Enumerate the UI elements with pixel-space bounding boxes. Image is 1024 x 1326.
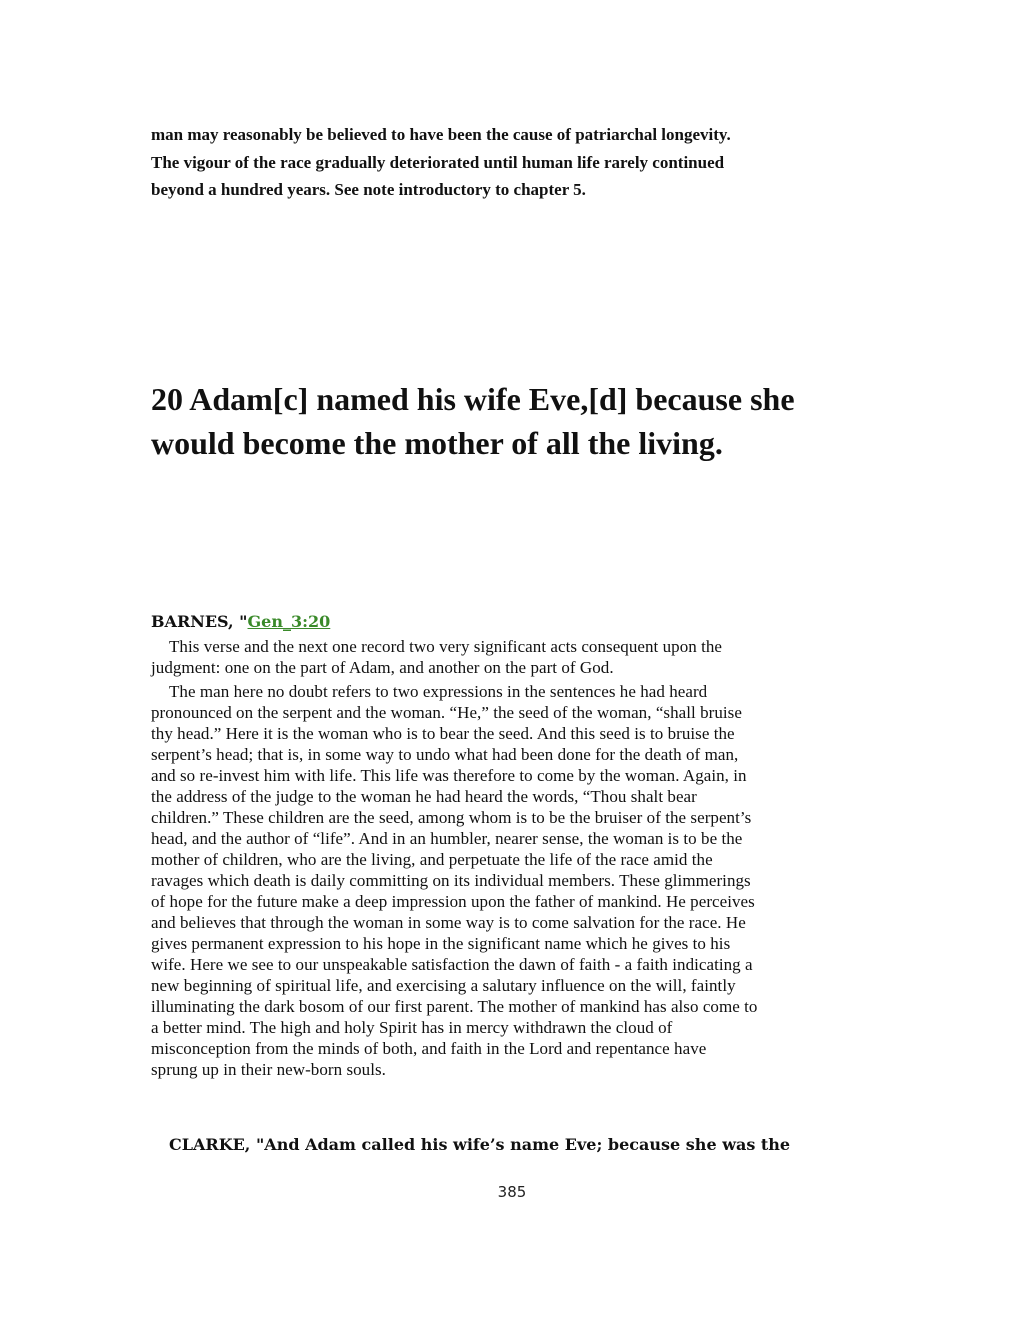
commentary-line: wife. Here we see to our unspeakable satisfaction the dawn of faith - a faith indicating a (151, 955, 753, 974)
commentary-line: thy head.” Here it is the woman who is to bear the seed. And this seed is to bruise the (151, 724, 735, 743)
verse-heading (151, 377, 871, 465)
intro-line: beyond a hundred years. See note introductory to chapter 5. (151, 180, 586, 199)
commentary-line: the address of the judge to the woman he had heard the words, “Thou shalt bear (151, 787, 697, 806)
commentary-line: sprung up in their new-born souls. (151, 1060, 386, 1079)
commentary-line: new beginning of spiritual life, and exercising a salutary influence on the will, faintly (151, 976, 736, 995)
barnes-heading (151, 611, 330, 633)
commentary-line: judgment: one on the part of Adam, and another on the part of God. (151, 658, 614, 677)
verse-line: 20 Adam[c] named his wife Eve,[d] because she (151, 381, 795, 417)
commentary-line: misconception from the minds of both, and faith in the Lord and repentance have (151, 1039, 707, 1058)
barnes-commentary (151, 636, 877, 1083)
commentary-line: serpent’s head; that is, in some way to undo what had been done for the death of man, (151, 745, 739, 764)
commentary-line: illuminating the dark bosom of our first parent. The mother of mankind has also come to (151, 997, 758, 1016)
commentary-line: a better mind. The high and holy Spirit has in mercy withdrawn the cloud of (151, 1018, 673, 1037)
commentary-paragraph (151, 636, 877, 678)
commentary-line: and so re-invest him with life. This life was therefore to come by the woman. Again, in (151, 766, 747, 785)
commentary-paragraph (151, 681, 877, 1080)
commentary-line: children.” These children are the seed, among whom is to be the bruiser of the serpent’s (151, 808, 752, 827)
commentary-line: and believes that through the woman in some way is to come salvation for the race. He (151, 913, 746, 932)
commentary-line: mother of children, who are the living, and perpetuate the life of the race amid the (151, 850, 713, 869)
intro-line: The vigour of the race gradually deteriorated until human life rarely continued (151, 152, 725, 172)
commentary-line: pronounced on the serpent and the woman. “He,” the seed of the woman, “shall bruise (151, 703, 742, 722)
commentary-line: ravages which death is daily committing on its individual members. These glimmerings (151, 871, 751, 890)
commentary-line: of hope for the future make a deep impression upon the father of mankind. He perceives (151, 892, 755, 911)
intro-paragraph (151, 121, 871, 204)
commentary-line: The man here no doubt refers to two expressions in the sentences he had heard (169, 682, 708, 701)
intro-line: man may reasonably be believed to have been the cause of patriarchal longevity. (151, 125, 731, 144)
commentary-line: head, and the author of “life”. And in an humbler, nearer sense, the woman is to be the (151, 829, 743, 848)
commentary-line: This verse and the next one record two very significant acts consequent upon the (169, 637, 723, 656)
clarke-heading: CLARKE, "And Adam called his wife’s name Eve; because she was the (169, 1135, 791, 1154)
commentary-line: gives permanent expression to his hope in the significant name which he gives to his (151, 934, 731, 953)
page-number: 385 (497, 1183, 527, 1201)
scripture-reference-link[interactable]: Gen_3:20 (247, 612, 331, 631)
verse-line: would become the mother of all the living. (151, 425, 723, 461)
commentator-label: BARNES, " (151, 612, 248, 631)
